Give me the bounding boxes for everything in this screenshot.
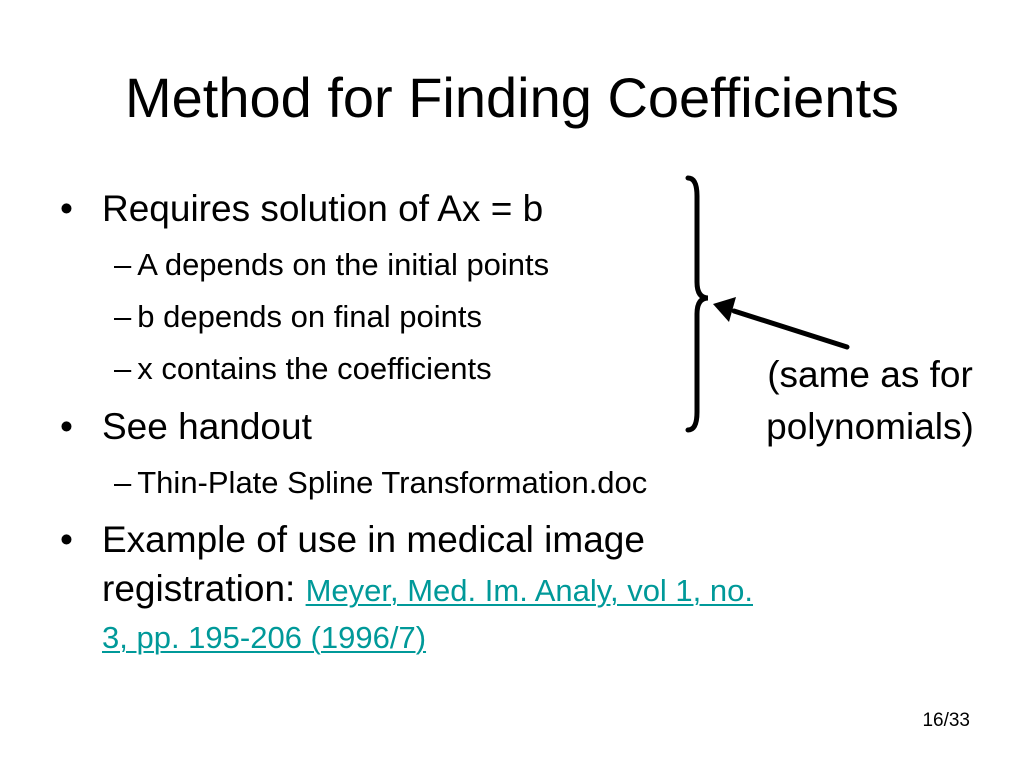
bullet-marker: • [60, 188, 73, 229]
subitem-text: b depends on final points [137, 299, 482, 334]
subitem-text: x contains the coefficients [137, 351, 492, 386]
dash-marker: – [114, 247, 132, 282]
side-note-line-1: (same as for [767, 354, 973, 395]
bullet-marker: • [60, 406, 73, 447]
bullet-text: See handout [102, 406, 312, 447]
subitem-text: A depends on the initial points [137, 247, 550, 282]
bullet-text: Example of use in medical image [102, 519, 645, 560]
slide-title: Method for Finding Coefficients [124, 66, 900, 129]
side-note-line-2: polynomials) [766, 406, 974, 447]
right-curly-brace-icon [688, 178, 708, 430]
arrow-shaft [734, 311, 847, 347]
bullet-text: Requires solution of Ax = b [102, 188, 544, 229]
dash-marker: – [114, 351, 132, 386]
subitem-text: Thin-Plate Spline Transformation.doc [137, 465, 648, 500]
citation-link[interactable]: Meyer, Med. Im. Analy, vol 1, no. [305, 573, 753, 608]
dash-marker: – [114, 465, 132, 500]
side-note [730, 349, 1010, 453]
citation-link-continued[interactable]: 3, pp. 195-206 (1996/7) [102, 620, 427, 655]
bullet-marker: • [60, 519, 73, 560]
registration-label: registration: [102, 568, 296, 609]
slide-page-number: 16/33 [922, 710, 970, 731]
dash-marker: – [114, 299, 132, 334]
